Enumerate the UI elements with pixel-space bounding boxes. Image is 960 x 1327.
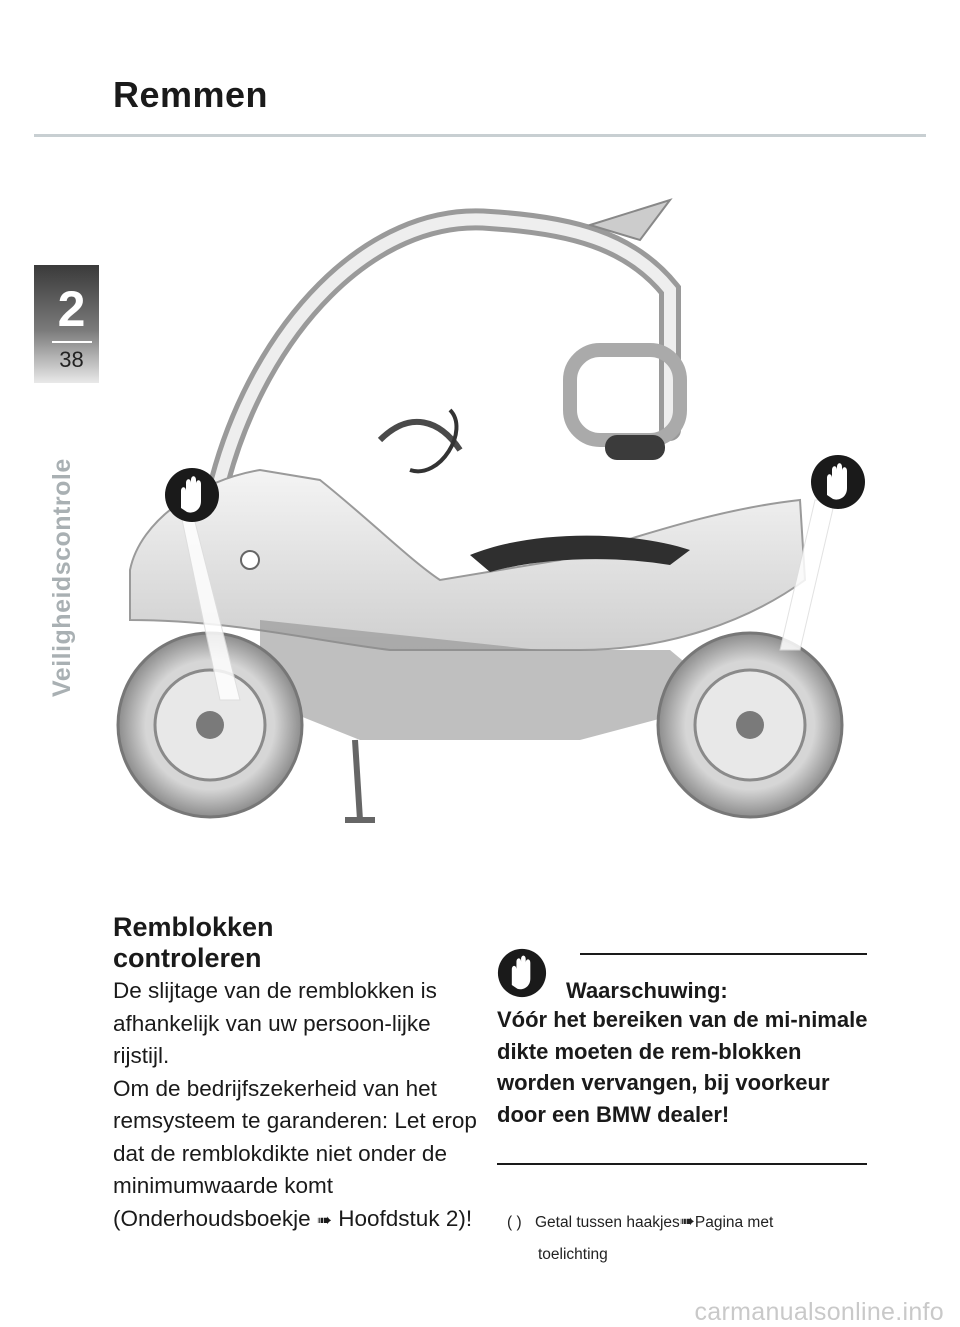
scooter-illustration	[110, 180, 890, 860]
hand-stop-icon	[497, 948, 547, 998]
rear-brake-warning-icon	[811, 455, 865, 509]
warning-label: Waarschuwing:	[566, 978, 728, 1003]
legend-text-a: Getal tussen haakjes	[535, 1214, 680, 1231]
title-divider	[34, 134, 926, 137]
paragraph-2-end: Hoofdstuk 2)!	[338, 1205, 473, 1231]
legend-text-b: Pagina met	[694, 1214, 774, 1231]
legend-note	[507, 1205, 877, 1271]
page-number: 38	[59, 347, 84, 372]
section-side-label: Veiligheidscontrole	[48, 458, 76, 697]
legend-arrow-icon: ➠	[679, 1211, 695, 1231]
paragraph-2-text: Om de bedrijfszekerheid van het remsysteem te garanderen: Let erop dat de remblokdikte niet onder de minimumwaarde komt (Onderhoudsboekje	[113, 1075, 477, 1231]
warning-top-rule	[580, 953, 867, 955]
legend-marker: ( )	[507, 1214, 522, 1231]
front-brake-warning-icon	[165, 468, 219, 522]
body-text	[113, 975, 483, 1236]
reference-arrow-icon: ➠	[316, 1209, 332, 1230]
heading-line-2: controleren	[113, 943, 262, 973]
warning-text: Vóór het bereiken van de mi-nimale dikte moeten de rem-blokken worden vervangen, bij voorkeur door een BMW dealer!	[497, 1007, 868, 1127]
legend-text-c: toelichting	[538, 1246, 608, 1263]
paragraph-2	[113, 1073, 483, 1237]
chapter-divider	[52, 341, 92, 343]
watermark: carmanualsonline.info	[694, 1298, 944, 1326]
warning-bottom-rule	[497, 1163, 867, 1165]
section-heading	[113, 912, 274, 974]
paragraph-1: De slijtage van de remblokken is afhankelijk van uw persoon-lijke rijstijl.	[113, 978, 437, 1068]
chapter-number: 2	[57, 281, 86, 337]
scooter-body	[130, 470, 805, 650]
heading-line-1: Remblokken	[113, 912, 274, 942]
page-title: Remmen	[113, 74, 269, 115]
